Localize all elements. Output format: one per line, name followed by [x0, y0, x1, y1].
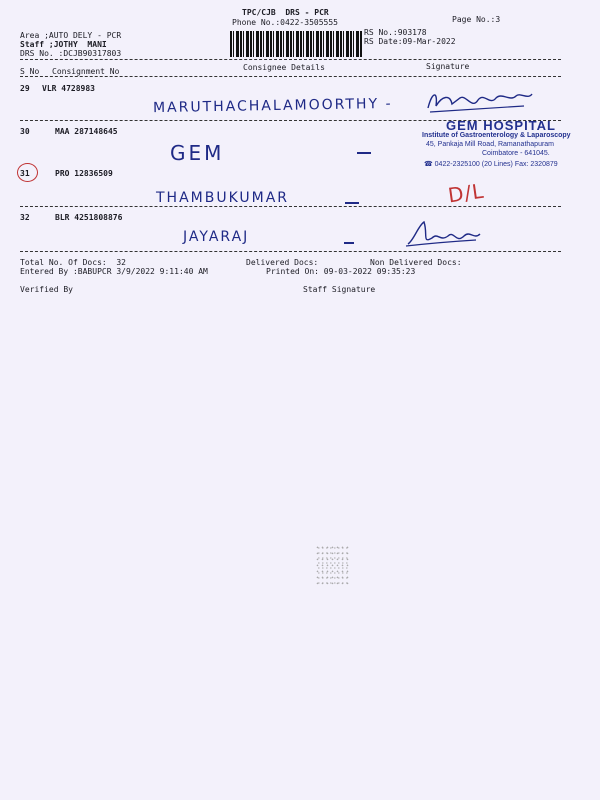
stamp-name: GEM HOSPITAL: [446, 118, 556, 133]
handwritten-consignee: GEM: [170, 141, 225, 165]
row-sno: 31: [20, 169, 30, 178]
staff-label: Staff ;JOTHY MANI: [20, 40, 107, 49]
area-label: Area ;AUTO DELY - PCR: [20, 31, 122, 40]
barcode: [230, 31, 362, 57]
total-docs: Total No. Of Docs: 32: [20, 258, 126, 267]
divider: [20, 76, 561, 77]
divider: [20, 59, 561, 60]
row-consignment: PRO 12836509: [55, 169, 113, 178]
report-title: TPC/CJB DRS - PCR: [242, 8, 329, 17]
page-number: Page No.:3: [452, 15, 501, 24]
phone-number: Phone No.:0422-3505555: [232, 18, 338, 27]
rs-number: RS No.:903178: [364, 28, 427, 37]
verified-by: Verified By: [20, 285, 73, 294]
col-consignee: Consignee Details: [243, 63, 325, 72]
handwritten-consignee: JAYARAJ: [183, 229, 250, 245]
handwritten-dash: [345, 202, 359, 204]
row-sno: 32: [20, 213, 30, 222]
col-s-no: S No: [20, 67, 40, 76]
stamp-line: ☎ 0422-2325100 (20 Lines) Fax: 2320879: [424, 161, 558, 168]
row-consignment: VLR 4728983: [42, 84, 95, 93]
row-sno: 29: [20, 84, 30, 93]
handwritten-dash: [357, 152, 371, 154]
signature-scribble: [420, 86, 540, 120]
row-sno: 30: [20, 127, 30, 136]
col-signature: Signature: [426, 62, 470, 71]
row-consignment: BLR 4251808876: [55, 213, 123, 222]
handwritten-dash: [344, 242, 354, 244]
scan-speckle: [316, 545, 350, 585]
drs-number: DRS No. :DCJB90317803: [20, 49, 122, 58]
rs-date: RS Date:09-Mar-2022: [364, 37, 456, 46]
non-delivered-docs: Non Delivered Docs:: [370, 258, 462, 267]
row-consignment: MAA 287148645: [55, 127, 118, 136]
col-consignment: Consignment No: [52, 67, 120, 76]
signature-scribble: [404, 214, 484, 252]
divider: [20, 206, 561, 207]
stamp-line: Institute of Gastroenterology & Laparoscopy: [422, 132, 571, 139]
printed-on: Printed On: 09-03-2022 09:35:23: [266, 267, 416, 276]
handwritten-consignee: MARUTHACHALAMOORTHY -: [152, 95, 393, 117]
entered-by: Entered By :BABUPCR 3/9/2022 9:11:40 AM: [20, 267, 208, 276]
staff-signature: Staff Signature: [303, 285, 376, 294]
stamp-line: 45, Pankaja Mill Road, Ramanathapuram: [426, 141, 555, 148]
handwritten-consignee: THAMBUKUMAR: [156, 190, 290, 206]
stamp-line: Coimbatore - 641045.: [482, 150, 550, 157]
delivered-annotation: D/L: [446, 178, 486, 208]
delivered-docs: Delivered Docs:: [246, 258, 319, 267]
divider: [20, 251, 561, 252]
